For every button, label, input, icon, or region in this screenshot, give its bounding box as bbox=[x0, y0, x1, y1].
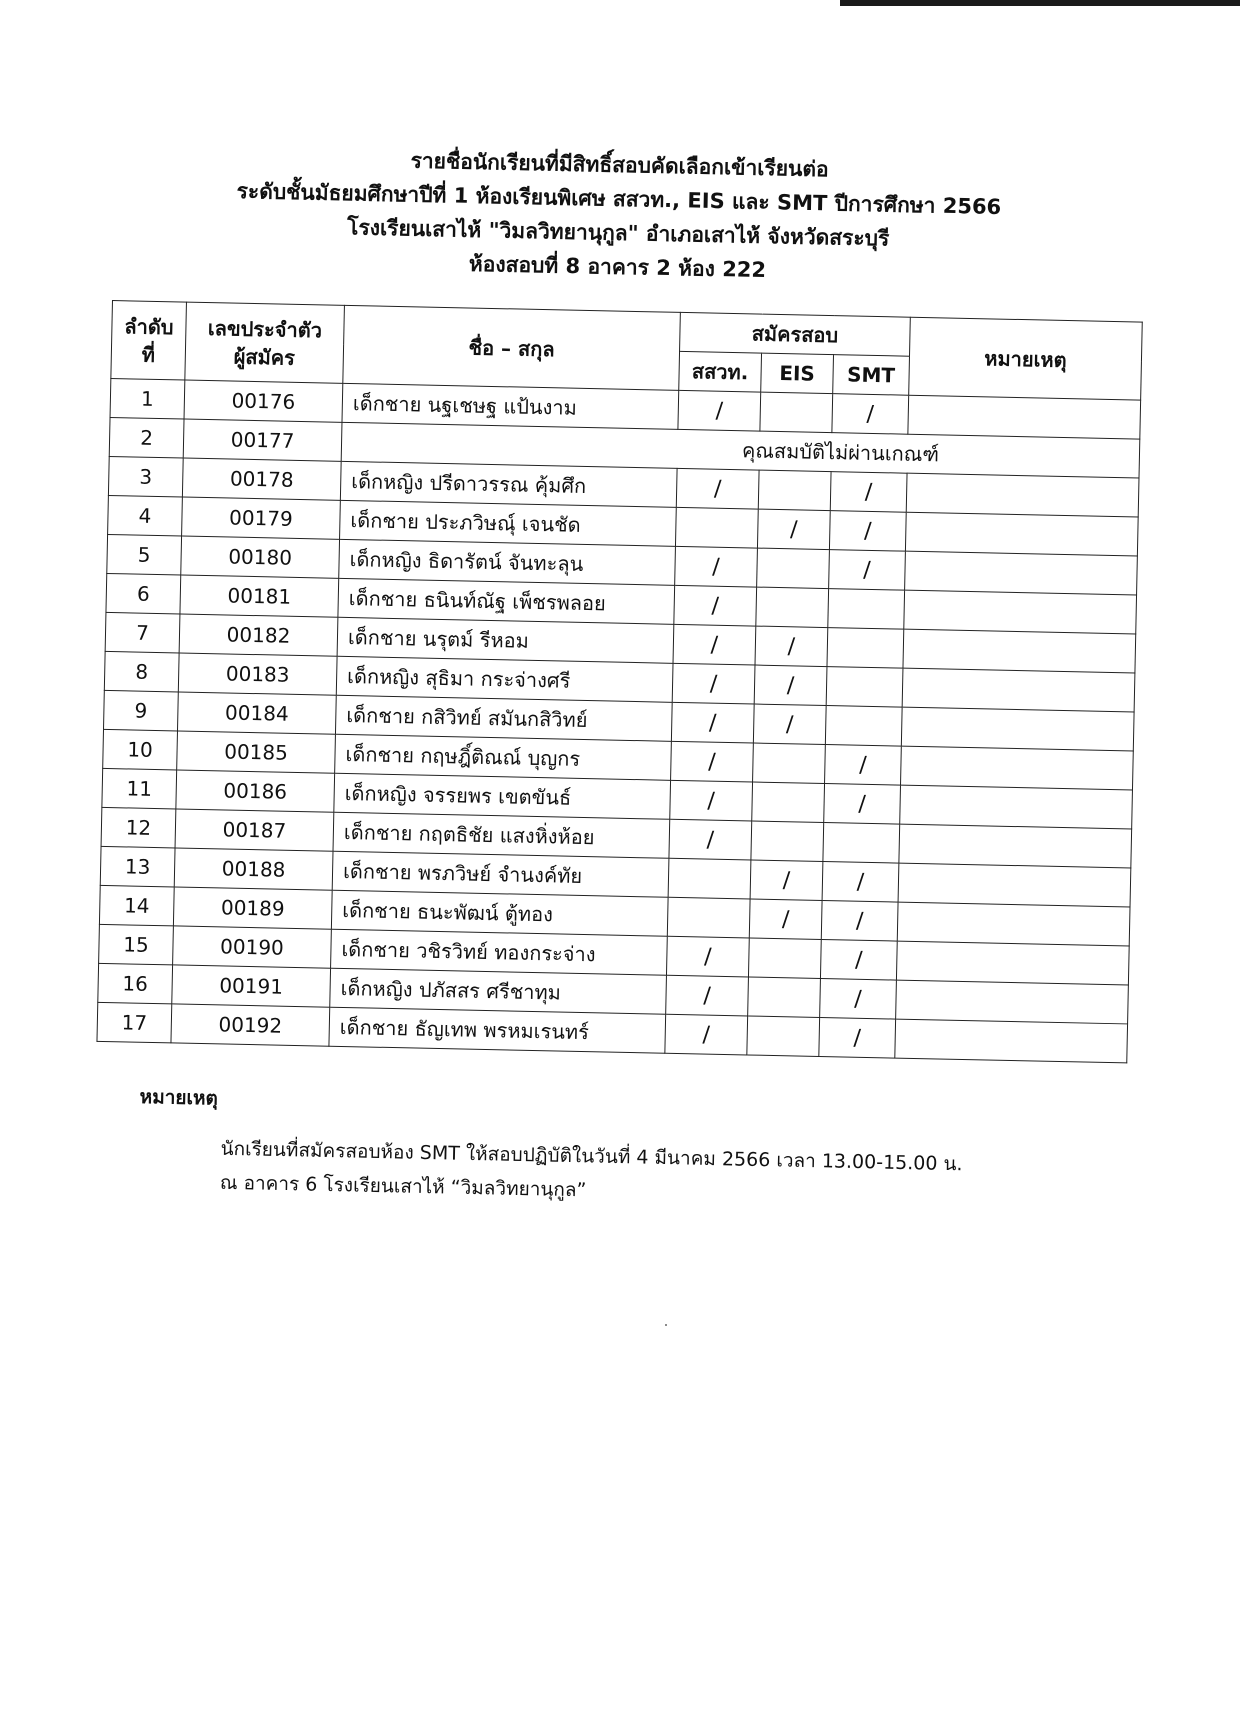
row-smt-mark bbox=[827, 628, 904, 669]
row-smt-mark: / bbox=[830, 472, 907, 513]
row-order-cell: 1 bbox=[110, 378, 185, 419]
row-applicant-id-cell: 00176 bbox=[184, 380, 343, 422]
candidate-table-container bbox=[96, 300, 1141, 1063]
row-name-cell: เด็กชาย ธนินท์ณัฐ เพ็ชรพลอย bbox=[338, 578, 675, 624]
candidate-table bbox=[96, 300, 1142, 1063]
row-name-cell: เด็กหญิง ธิดารัตน์ จันทะลุน bbox=[339, 539, 676, 585]
row-smt-mark bbox=[825, 706, 902, 747]
row-applicant-id-cell: 00189 bbox=[173, 887, 332, 929]
row-remark-cell bbox=[898, 863, 1131, 907]
row-name-cell: เด็กชาย กฤตธิชัย แสงหิ่งห้อย bbox=[333, 812, 670, 858]
row-name-cell: เด็กชาย พรภวิษย์ จำนงค์ทัย bbox=[332, 851, 669, 897]
row-applicant-id-cell: 00177 bbox=[183, 419, 342, 461]
row-sswt-mark: / bbox=[673, 624, 756, 665]
heading-line-4: ห้องสอบที่ 8 อาคาร 2 ห้อง 222 bbox=[468, 251, 767, 283]
row-eis-mark: / bbox=[755, 626, 828, 666]
row-smt-mark: / bbox=[824, 784, 901, 825]
row-remark-cell bbox=[908, 395, 1141, 439]
remarks-line-2: ณ อาคาร 6 โรงเรียนเสาไห้ “วิมลวิทยานุกูล” bbox=[219, 1171, 587, 1202]
table-body bbox=[97, 378, 1141, 1062]
row-applicant-id-cell: 00180 bbox=[181, 536, 340, 578]
col-header-remark: หมายเหตุ bbox=[909, 317, 1143, 400]
row-remark-cell bbox=[900, 785, 1133, 829]
row-sswt-mark: / bbox=[666, 975, 749, 1016]
row-smt-mark bbox=[826, 667, 903, 708]
row-remark-cell bbox=[896, 941, 1129, 985]
row-applicant-id-cell: 00186 bbox=[176, 770, 335, 812]
row-remark-cell bbox=[896, 980, 1129, 1024]
row-remark-cell bbox=[901, 707, 1134, 751]
row-sswt-mark: / bbox=[672, 663, 755, 704]
row-eis-mark bbox=[753, 743, 826, 783]
row-order-cell: 13 bbox=[100, 846, 175, 887]
row-applicant-id-cell: 00183 bbox=[178, 653, 337, 695]
remarks-section bbox=[138, 1082, 1140, 1219]
row-eis-mark bbox=[748, 938, 821, 978]
row-applicant-id-cell: 00190 bbox=[173, 926, 332, 968]
row-remark-cell bbox=[903, 629, 1136, 673]
scan-speck bbox=[665, 1324, 667, 1326]
row-name-cell: เด็กหญิง ปรีดาวรรณ คุ้มศึก bbox=[340, 461, 677, 507]
row-sswt-mark: / bbox=[669, 819, 752, 860]
row-order-cell: 10 bbox=[103, 729, 178, 770]
col-header-eis: EIS bbox=[761, 353, 834, 393]
row-order-cell: 11 bbox=[102, 768, 177, 809]
scan-edge-bar bbox=[840, 0, 1240, 6]
remarks-title: หมายเหตุ bbox=[139, 1085, 219, 1110]
row-eis-mark bbox=[751, 821, 824, 861]
row-remark-cell bbox=[899, 824, 1132, 868]
row-eis-mark: / bbox=[753, 704, 826, 744]
row-smt-mark: / bbox=[821, 901, 898, 942]
remarks-line-1: นักเรียนที่สมัครสอบห้อง SMT ให้สอบปฏิบัติในวันที่ 4 มีนาคม 2566 เวลา 13.00-15.00 น. bbox=[220, 1137, 963, 1176]
row-applicant-id-cell: 00182 bbox=[179, 614, 338, 656]
row-smt-mark: / bbox=[832, 394, 909, 435]
row-name-cell: เด็กชาย วชิรวิทย์ ทองกระจ่าง bbox=[331, 929, 668, 975]
row-applicant-id-cell: 00192 bbox=[171, 1004, 330, 1046]
row-remark-cell bbox=[905, 512, 1138, 556]
row-sswt-mark bbox=[667, 897, 750, 938]
heading-line-3: โรงเรียนเสาไห้ "วิมลวิทยานุกูล" อำเภอเสาไห้ จังหวัดสระบุรี bbox=[346, 215, 890, 251]
row-eis-mark bbox=[758, 470, 831, 510]
row-sswt-mark: / bbox=[674, 585, 757, 626]
row-applicant-id-cell: 00184 bbox=[177, 692, 336, 734]
row-applicant-id-cell: 00191 bbox=[172, 965, 331, 1007]
row-eis-mark: / bbox=[754, 665, 827, 705]
row-sswt-mark: / bbox=[671, 702, 754, 743]
row-name-cell: เด็กชาย ประภวิษณุ์ เจนชัด bbox=[340, 500, 677, 546]
row-sswt-mark: / bbox=[675, 546, 758, 587]
row-order-cell: 2 bbox=[109, 417, 184, 458]
col-header-name: ชื่อ – สกุล bbox=[343, 305, 681, 390]
row-eis-mark bbox=[748, 977, 821, 1017]
row-smt-mark: / bbox=[820, 939, 897, 980]
row-order-cell: 9 bbox=[104, 690, 179, 731]
row-name-cell: เด็กชาย กฤษฎิ์ติณณ์ บุญกร bbox=[335, 734, 672, 780]
row-applicant-id-cell: 00179 bbox=[182, 497, 341, 539]
row-remark-cell bbox=[904, 590, 1137, 634]
row-order-cell: 6 bbox=[106, 573, 181, 614]
row-smt-mark bbox=[823, 823, 900, 864]
row-sswt-mark: / bbox=[666, 936, 749, 977]
heading-line-2: ระดับชั้นมัธยมศึกษาปีที่ 1 ห้องเรียนพิเศษ สสวท., EIS และ SMT ปีการศึกษา 2566 bbox=[236, 178, 1002, 219]
row-order-cell: 14 bbox=[99, 885, 174, 926]
row-order-cell: 16 bbox=[98, 963, 173, 1004]
row-order-cell: 7 bbox=[105, 612, 180, 653]
row-eis-mark: / bbox=[757, 509, 830, 549]
row-remark-cell bbox=[901, 746, 1134, 790]
row-remark-cell bbox=[905, 551, 1138, 595]
col-header-order: ลำดับ ที่ bbox=[111, 301, 187, 381]
row-eis-mark bbox=[760, 392, 833, 432]
row-order-cell: 4 bbox=[108, 495, 183, 536]
heading-line-1: รายชื่อนักเรียนที่มีสิทธิ์สอบคัดเลือกเข้าเรียนต่อ bbox=[410, 148, 829, 182]
row-applicant-id-cell: 00178 bbox=[182, 458, 341, 500]
row-sswt-mark bbox=[668, 858, 751, 899]
row-eis-mark bbox=[756, 587, 829, 627]
row-name-cell: เด็กชาย ธนะพัฒน์ ตู้ทอง bbox=[331, 890, 668, 936]
row-sswt-mark bbox=[675, 507, 758, 548]
row-smt-mark: / bbox=[820, 978, 897, 1019]
row-sswt-mark: / bbox=[665, 1014, 748, 1055]
row-remark-cell bbox=[902, 668, 1135, 712]
document-heading bbox=[0, 135, 1240, 297]
col-header-sswt: สสวท. bbox=[679, 351, 762, 392]
row-sswt-mark: / bbox=[670, 780, 753, 821]
row-applicant-id-cell: 00188 bbox=[174, 848, 333, 890]
row-name-cell: เด็กหญิง จรรยพร เขตขันธ์ bbox=[334, 773, 671, 819]
row-sswt-mark: / bbox=[671, 741, 754, 782]
row-smt-mark bbox=[828, 589, 905, 630]
row-eis-mark bbox=[747, 1016, 820, 1056]
row-applicant-id-cell: 00187 bbox=[175, 809, 334, 851]
row-order-cell: 8 bbox=[104, 651, 179, 692]
row-smt-mark: / bbox=[822, 862, 899, 903]
row-order-cell: 3 bbox=[108, 456, 183, 497]
row-smt-mark: / bbox=[829, 550, 906, 591]
row-remark-cell bbox=[897, 902, 1130, 946]
row-name-cell: เด็กชาย ธัญเทพ พรหมเรนทร์ bbox=[329, 1007, 666, 1053]
row-remark-cell bbox=[895, 1019, 1128, 1063]
row-eis-mark bbox=[752, 782, 825, 822]
row-remark-cell bbox=[906, 473, 1139, 517]
row-name-cell: เด็กชาย นรุตม์ รีหอม bbox=[337, 617, 674, 663]
col-header-smt: SMT bbox=[833, 355, 910, 396]
row-order-cell: 17 bbox=[97, 1002, 172, 1043]
row-name-cell: เด็กชาย นฐเชษฐ แป้นงาม bbox=[342, 383, 679, 429]
row-smt-mark: / bbox=[829, 511, 906, 552]
row-name-cell: เด็กชาย กสิวิทย์ สมันกสิวิทย์ bbox=[335, 695, 672, 741]
row-eis-mark: / bbox=[749, 899, 822, 939]
row-name-cell: เด็กหญิง สุธิมา กระจ่างศรี bbox=[336, 656, 673, 702]
row-eis-mark: / bbox=[750, 860, 823, 900]
row-order-cell: 5 bbox=[107, 534, 182, 575]
col-header-applicant-id: เลขประจำตัว ผู้สมัคร bbox=[185, 302, 345, 383]
row-smt-mark: / bbox=[825, 745, 902, 786]
row-applicant-id-cell: 00181 bbox=[180, 575, 339, 617]
row-order-cell: 15 bbox=[99, 924, 174, 965]
row-smt-mark: / bbox=[819, 1017, 896, 1058]
row-sswt-mark: / bbox=[676, 468, 759, 509]
row-eis-mark bbox=[757, 548, 830, 588]
row-applicant-id-cell: 00185 bbox=[177, 731, 336, 773]
col-header-applied: สมัครสอบ bbox=[680, 312, 911, 356]
row-sswt-mark: / bbox=[678, 390, 761, 431]
row-order-cell: 12 bbox=[101, 807, 176, 848]
row-status-note-cell: คุณสมบัติไม่ผ่านเกณฑ์ bbox=[341, 422, 1140, 478]
row-name-cell: เด็กหญิง ปภัสสร ศรีชาทุม bbox=[330, 968, 667, 1014]
